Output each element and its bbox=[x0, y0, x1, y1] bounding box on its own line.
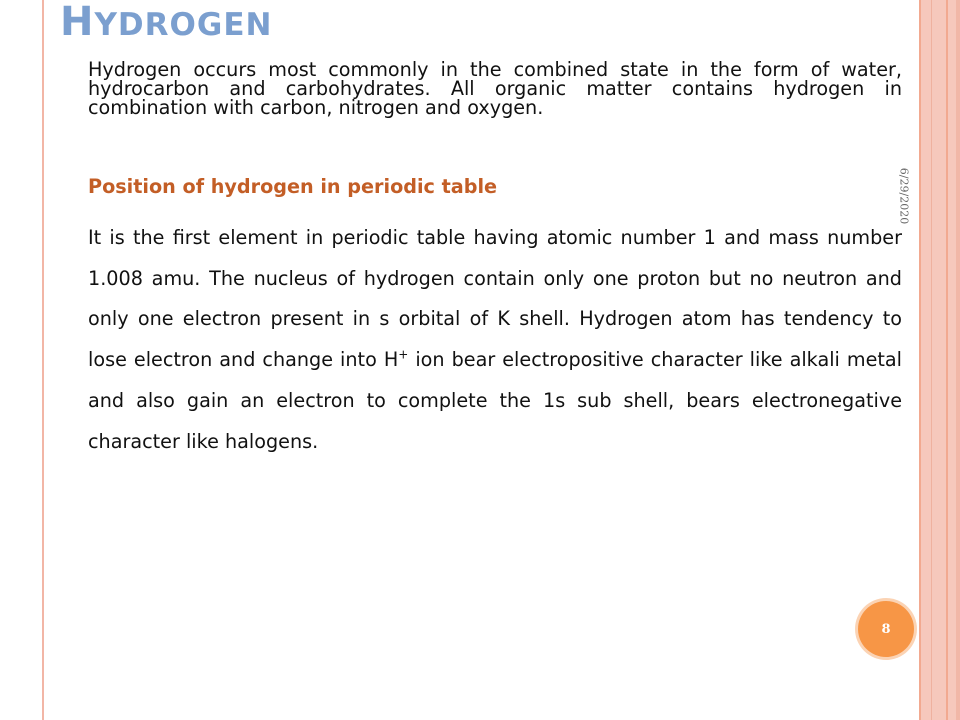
right-decorative-band bbox=[920, 0, 960, 720]
body-paragraph bbox=[88, 218, 902, 462]
intro-paragraph: Hydrogen occurs most commonly in the combined state in the form of water, hydrocarbon and carbohydrates. All organic matter contains hydrogen in combination with carbon, nitrogen and oxygen. bbox=[88, 58, 902, 119]
slide-title bbox=[60, 0, 273, 45]
title-rest: YDROGEN bbox=[94, 7, 273, 43]
right-stripe-4 bbox=[956, 0, 960, 720]
left-border-stripe bbox=[42, 0, 44, 720]
section-subheading: Position of hydrogen in periodic table bbox=[88, 175, 498, 198]
right-stripe-1 bbox=[919, 0, 921, 720]
body-superscript: + bbox=[398, 347, 409, 362]
body-text-part1: It is the first element in periodic table having atomic number 1 and mass number 1.008 amu. The nucleus of hydrogen contain only one proton but no neutron and only one electron present in s orbital of K shell. Hydrogen atom has tendency to lose electron and change into H bbox=[88, 226, 902, 372]
page-number-badge: 8 bbox=[858, 601, 914, 657]
right-stripe-3 bbox=[946, 0, 948, 720]
slide-date-text: 6/29/2020 bbox=[897, 167, 911, 225]
title-initial: H bbox=[60, 0, 95, 45]
body-text-part2: ion bear electropositive character like alkali metal and also gain an electron to complete the 1s sub shell, bears electronegative character like halogens. bbox=[88, 348, 902, 453]
right-stripe-2 bbox=[931, 0, 932, 720]
left-margin-band bbox=[0, 0, 44, 720]
